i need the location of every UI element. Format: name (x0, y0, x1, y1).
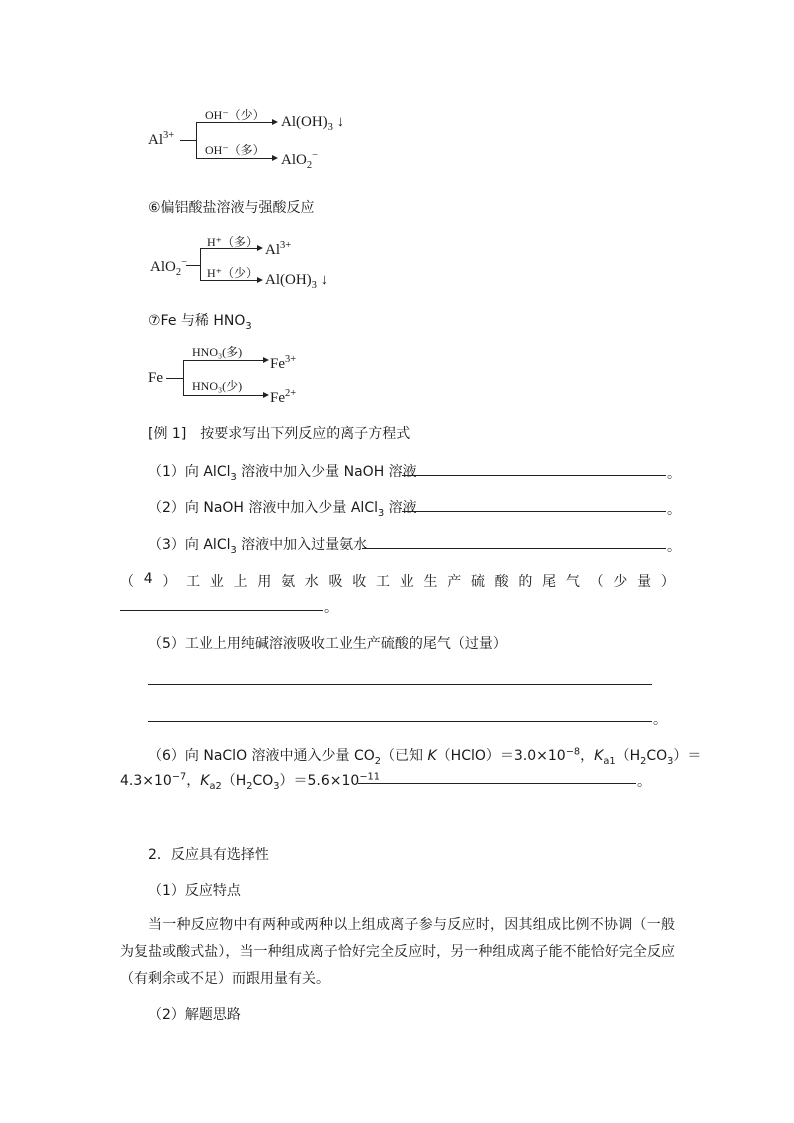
arrowhead-top (272, 119, 278, 125)
branch-vertical (200, 248, 201, 280)
period: 。 (653, 712, 667, 728)
al-ion-reactant: $Al^{3+}$ (148, 130, 175, 148)
branch-vertical (196, 122, 197, 158)
condition-h-few: H⁺（少） (207, 266, 259, 280)
answer-blank-5b[interactable] (148, 721, 652, 722)
arrow-line-bottom (183, 395, 264, 396)
alo2-reactant: AlO$_2$− (150, 257, 188, 278)
period: 。 (637, 774, 651, 790)
question-3: （3）向 AlCl$_3$ 溶液中加入过量氨水 (148, 537, 368, 556)
arrowhead-top (263, 357, 269, 363)
condition-oh-many: OH⁻（多） (205, 143, 265, 157)
section-2-sub-2: （2）解题思路 (148, 1007, 241, 1023)
section-2-paragraph: 当一种反应物中有两种或两种以上组成离子参与反应时，因其组成比例不协调（一般为复盐或酸式盐），当一种组成离子恰好完全反应时，另一种组成离子能不能恰好完全反应（有剩余或不足）而跟用量有关。 (120, 917, 675, 987)
answer-blank-2[interactable] (402, 511, 666, 512)
question-1: （1）向 AlCl$_3$ 溶液中加入少量 NaOH 溶液 (148, 464, 417, 483)
condition-hno3-many: HNO₃(多) (192, 345, 243, 359)
condition-hno3-few: HNO₃(少) (192, 379, 243, 393)
period: 。 (667, 539, 681, 555)
branch-stem (180, 140, 196, 141)
period: 。 (324, 600, 338, 616)
question-5: （5）工业上用纯碱溶液吸收工业生产硫酸的尾气（过量） (148, 636, 507, 652)
period: 。 (667, 502, 681, 518)
question-2: （2）向 NaOH 溶液中加入少量 AlCl$_3$ 溶液 (148, 500, 417, 519)
section-2-sub-1: （1）反应特点 (148, 883, 241, 899)
branch-stem (166, 378, 183, 379)
condition-h-many: H⁺（多） (207, 235, 259, 249)
answer-blank-1[interactable] (402, 475, 666, 476)
question-4: （ 4 ） 工 业 上 用 氨 水 吸 收 工 业 生 产 硫 酸 的 尾 气 （ 少 量 ） (120, 571, 675, 590)
answer-blank-6[interactable] (358, 783, 636, 784)
section-2-heading: 2．反应具有选择性 (148, 847, 269, 863)
period: 。 (667, 466, 681, 482)
product-alo2: AlO$_2$− (281, 150, 319, 171)
fe-reactant: Fe (148, 370, 163, 386)
product-aloh3: $Al(OH)_3$ ↓ (265, 272, 329, 291)
answer-blank-3[interactable] (362, 548, 666, 549)
example-title: [例 1] 按要求写出下列反应的离子方程式 (148, 426, 411, 442)
branch-stem (186, 265, 200, 266)
arrow-line-bottom (196, 158, 273, 159)
product-al3: $Al^{3+}$ (265, 240, 292, 258)
product-fe3: $Fe^{3+}$ (270, 354, 297, 372)
item7-label: ⑦Fe 与稀 $HNO_3$ (148, 313, 252, 332)
condition-oh-few: OH⁻（少） (205, 108, 265, 122)
arrow-line-top (183, 360, 264, 361)
answer-blank-4[interactable] (120, 610, 323, 611)
arrowhead-bottom (263, 392, 269, 398)
question-6-line-1: （6）向 NaClO 溶液中通入少量 $CO_2$（已知 $K(HClO)=3.0\times 10^{-8}$，$K_{a1}(H_2CO_3)=$ (148, 746, 702, 767)
item6-label: ⑥偏铝酸盐溶液与强酸反应 (148, 200, 315, 216)
branch-vertical (183, 360, 184, 395)
question-6-line-2: $4.3\times 10^{-7}$，$K_{a2}(H_2CO_3)=5.6\times 10^{-11}$ (120, 771, 380, 792)
product-aloh3: $Al(OH)_3$ ↓ (281, 114, 345, 133)
arrowhead-bottom (272, 155, 278, 161)
answer-blank-5a[interactable] (148, 684, 652, 685)
product-fe2: $Fe^{2+}$ (270, 388, 297, 406)
